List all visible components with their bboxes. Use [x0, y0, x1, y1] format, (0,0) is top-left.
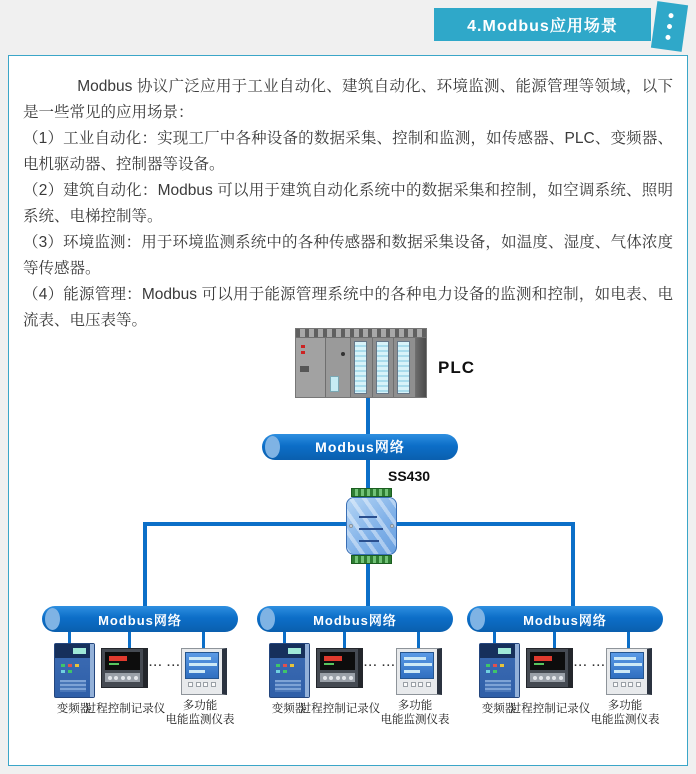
article-text [9, 56, 687, 334]
item-1-paragraph: （1）工业自动化：实现工厂中各种设备的数据采集、控制和监测，如传感器、PLC、变频器、电机驱动器、控制器等设备。 [23, 130, 673, 173]
terminal-block-top [351, 488, 392, 497]
item-4-paragraph: （4）能源管理：Modbus 可以用于能源管理系统中的各种电力设备的监测和控制，如电表、电流表、电压表等。 [23, 286, 673, 329]
center-branch-line [366, 562, 370, 608]
recorder-label: 过程控制记录仪 [509, 703, 591, 715]
section-tab-label: 4.Modbus应用场景 [467, 18, 618, 35]
frequency-converter-image [479, 643, 520, 698]
frequency-converter-image [269, 643, 310, 698]
item-3-paragraph: （3）环境监测：用于环境监测系统中的各种传感器和数据采集设备，如温度、湿度、气体浓度等传感器。 [23, 234, 673, 277]
modbus-network-label: Modbus网络 [315, 439, 405, 455]
modbus-network-label: Modbus网络 [523, 612, 607, 628]
terminal-block-bottom [351, 555, 392, 564]
frequency-converter-image [54, 643, 95, 698]
meter-label: 多功能 电能监测仪表 [380, 700, 450, 726]
device-group-2 [257, 606, 453, 731]
modbus-topology-diagram [9, 322, 686, 764]
process-recorder-image [101, 648, 148, 688]
ss430-gateway-image [346, 488, 397, 564]
modbus-network-label: Modbus网络 [313, 612, 397, 628]
item-2-paragraph: （2）建筑自动化：Modbus 可以用于建筑自动化系统中的数据采集和控制，如空调系统、照明系统、电梯控制等。 [23, 182, 673, 225]
recorder-label: 过程控制记录仪 [299, 703, 381, 715]
meter-label: 多功能 电能监测仪表 [590, 700, 660, 726]
plc-label: PLC [438, 358, 475, 377]
modbus-network-pipe-3 [467, 606, 663, 632]
gateway-feed-line [366, 459, 370, 490]
plc-image [295, 328, 427, 398]
modbus-network-pipe-1 [42, 606, 238, 632]
power-meter-image [396, 648, 442, 695]
vfd-label: 变频器 [56, 703, 92, 715]
plc-vents [296, 329, 426, 338]
power-meter-image [181, 648, 227, 695]
meter-label: 多功能 电能监测仪表 [165, 700, 235, 726]
modbus-network-pipe-2 [257, 606, 453, 632]
more-devices-ellipsis: ··· ··· [149, 660, 182, 672]
process-recorder-image [316, 648, 363, 688]
intro-paragraph: Modbus 协议广泛应用于工业自动化、建筑自动化、环境监测、能源管理等领域，以下是一些常见的应用场景： [23, 78, 673, 121]
content-panel [8, 55, 688, 766]
device-group-3 [467, 606, 663, 731]
right-branch-line [571, 522, 575, 608]
process-recorder-image [526, 648, 573, 688]
more-devices-ellipsis: ··· ··· [364, 660, 397, 672]
vfd-label: 变频器 [271, 703, 307, 715]
modbus-network-pipe-main [262, 434, 458, 460]
recorder-label: 过程控制记录仪 [84, 703, 166, 715]
more-devices-ellipsis: ··· ··· [574, 660, 607, 672]
modbus-network-label: Modbus网络 [98, 612, 182, 628]
more-dots-icon [651, 1, 688, 52]
section-tab [434, 8, 651, 41]
vfd-label: 变频器 [481, 703, 517, 715]
left-branch-line [143, 522, 147, 608]
device-group-1 [42, 606, 238, 731]
gateway-label: SS430 [388, 468, 431, 484]
power-meter-image [606, 648, 652, 695]
plc-drop-line [366, 395, 370, 436]
